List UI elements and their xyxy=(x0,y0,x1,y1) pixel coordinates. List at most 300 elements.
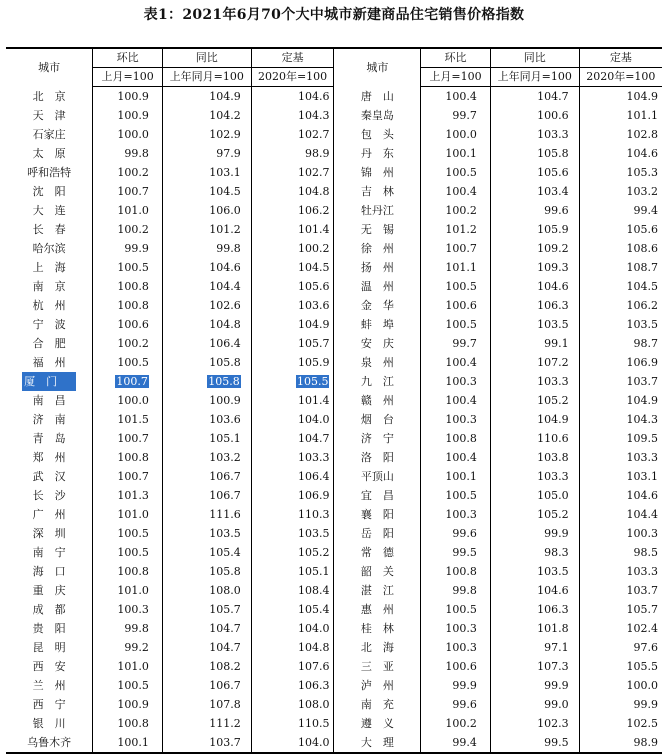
left-mom-value: 100.5 xyxy=(117,527,149,540)
right-city-value: 桂 林 xyxy=(360,622,394,635)
right-mom-value: 99.7 xyxy=(452,337,477,350)
left-mom-value: 101.0 xyxy=(117,584,149,597)
left-base-value: 108.0 xyxy=(297,698,330,711)
right-city-cell xyxy=(334,619,421,638)
left-city-cell xyxy=(6,163,93,182)
right-mom-cell xyxy=(421,657,491,676)
left-mom-cell xyxy=(93,106,163,125)
right-yoy-cell xyxy=(490,220,579,239)
left-mom-cell xyxy=(93,334,163,353)
left-mom-value: 101.0 xyxy=(117,660,149,673)
left-yoy-value: 103.2 xyxy=(209,451,241,464)
right-city-cell xyxy=(334,448,421,467)
right-yoy-value: 106.3 xyxy=(537,603,569,616)
left-mom-cell xyxy=(93,144,163,163)
right-mom-value: 101.2 xyxy=(445,223,477,236)
right-base-cell xyxy=(579,296,662,315)
left-base-cell xyxy=(251,87,334,107)
table-row xyxy=(6,144,662,163)
table-row xyxy=(6,562,662,581)
left-city-value: 合 肥 xyxy=(32,337,66,350)
right-yoy-value: 110.6 xyxy=(537,432,569,445)
left-base-cell xyxy=(251,144,334,163)
right-base-value: 103.2 xyxy=(626,185,658,198)
left-yoy-value: 111.2 xyxy=(209,717,241,730)
left-base-cell xyxy=(251,296,334,315)
right-base-cell xyxy=(579,201,662,220)
right-mom-cell xyxy=(421,315,491,334)
left-city-cell xyxy=(6,505,93,524)
right-yoy-cell xyxy=(490,144,579,163)
left-city-value: 深 圳 xyxy=(32,527,66,540)
left-mom-value: 99.8 xyxy=(124,622,149,635)
right-yoy-value: 106.3 xyxy=(537,299,569,312)
right-city-value: 三 亚 xyxy=(360,660,394,673)
right-city-value: 遵 义 xyxy=(360,717,394,730)
right-mom-value: 99.6 xyxy=(452,698,477,711)
left-city-cell xyxy=(6,619,93,638)
left-yoy-cell xyxy=(162,391,251,410)
right-yoy-value: 99.9 xyxy=(544,679,569,692)
right-mom-value: 100.5 xyxy=(445,489,477,502)
left-base-cell xyxy=(251,581,334,600)
left-yoy-value: 104.7 xyxy=(209,641,241,654)
right-yoy-cell xyxy=(490,600,579,619)
right-base-cell xyxy=(579,429,662,448)
left-yoy-value: 103.7 xyxy=(209,736,241,749)
right-yoy-cell xyxy=(490,543,579,562)
left-city-cell xyxy=(6,524,93,543)
right-base-cell xyxy=(579,144,662,163)
right-city-cell xyxy=(334,524,421,543)
right-mom-cell xyxy=(421,296,491,315)
left-city-value: 乌鲁木齐 xyxy=(27,736,72,749)
right-yoy-value: 104.6 xyxy=(537,584,569,597)
right-mom-value: 99.6 xyxy=(452,527,477,540)
left-mom-value: 100.1 xyxy=(117,736,149,749)
right-mom-cell xyxy=(421,467,491,486)
left-city-value: 济 南 xyxy=(32,413,66,426)
left-mom-value: 100.6 xyxy=(117,318,149,331)
right-yoy-value: 103.4 xyxy=(537,185,569,198)
right-yoy-cell xyxy=(490,619,579,638)
right-yoy-cell xyxy=(490,87,579,107)
right-yoy-value: 105.2 xyxy=(537,394,569,407)
right-mom-value: 100.4 xyxy=(445,356,477,369)
right-mom-value: 100.5 xyxy=(445,280,477,293)
left-yoy-value: 104.8 xyxy=(209,318,241,331)
table-row xyxy=(6,163,662,182)
header-base-sub-left: 2020年=100 xyxy=(251,68,334,87)
table-row xyxy=(6,638,662,657)
right-city-value: 济 宁 xyxy=(360,432,394,445)
header-yoy-left: 同比 xyxy=(162,48,251,68)
left-base-cell xyxy=(251,163,334,182)
left-base-value: 110.3 xyxy=(297,508,330,521)
left-mom-value: 101.3 xyxy=(117,489,149,502)
right-yoy-cell xyxy=(490,448,579,467)
left-yoy-value: 105.8 xyxy=(209,356,241,369)
right-mom-cell xyxy=(421,638,491,657)
left-mom-cell xyxy=(93,619,163,638)
right-mom-value: 101.1 xyxy=(445,261,477,274)
right-mom-value: 100.6 xyxy=(445,299,477,312)
left-mom-cell xyxy=(93,543,163,562)
right-yoy-cell xyxy=(490,505,579,524)
right-mom-cell xyxy=(421,87,491,107)
right-base-cell xyxy=(579,467,662,486)
right-mom-value: 100.3 xyxy=(445,622,477,635)
table-row xyxy=(6,182,662,201)
left-yoy-cell xyxy=(162,600,251,619)
right-base-cell xyxy=(579,733,662,753)
right-yoy-cell xyxy=(490,676,579,695)
left-mom-value: 101.0 xyxy=(117,204,149,217)
left-yoy-cell xyxy=(162,87,251,107)
table-title: 表1：2021年6月70个大中城市新建商品住宅销售价格指数 xyxy=(143,7,525,23)
left-mom-value: 100.2 xyxy=(117,166,149,179)
left-city-value: 呼和浩特 xyxy=(27,166,72,179)
right-city-cell xyxy=(334,277,421,296)
left-mom-value: 100.8 xyxy=(117,565,149,578)
right-yoy-cell xyxy=(490,733,579,753)
left-base-cell xyxy=(251,201,334,220)
left-city-value: 太 原 xyxy=(32,147,66,160)
right-mom-value: 100.0 xyxy=(445,128,477,141)
table-row xyxy=(6,448,662,467)
left-yoy-cell xyxy=(162,638,251,657)
left-yoy-value: 105.8 xyxy=(209,565,241,578)
right-base-cell xyxy=(579,163,662,182)
left-yoy-value: 108.2 xyxy=(209,660,241,673)
left-city-value: 长 春 xyxy=(32,223,66,236)
left-mom-cell xyxy=(93,258,163,277)
left-city-cell xyxy=(6,353,93,372)
right-city-cell xyxy=(334,410,421,429)
header-mom-sub-right: 上月=100 xyxy=(421,68,491,87)
left-base-cell xyxy=(251,733,334,753)
right-city-cell xyxy=(334,220,421,239)
left-yoy-cell xyxy=(162,239,251,258)
left-base-value: 101.4 xyxy=(297,394,330,407)
right-mom-value: 99.5 xyxy=(452,546,477,559)
table-row xyxy=(6,258,662,277)
right-city-cell xyxy=(334,182,421,201)
right-city-value: 蚌 埠 xyxy=(360,318,394,331)
left-base-cell xyxy=(251,600,334,619)
right-mom-value: 99.7 xyxy=(452,109,477,122)
left-mom-cell xyxy=(93,87,163,107)
right-city-cell xyxy=(334,106,421,125)
right-mom-value: 100.3 xyxy=(445,508,477,521)
left-yoy-cell xyxy=(162,448,251,467)
right-city-cell xyxy=(334,429,421,448)
right-yoy-value: 107.2 xyxy=(537,356,569,369)
left-base-value: 101.4 xyxy=(297,223,330,236)
right-yoy-value: 105.9 xyxy=(537,223,569,236)
right-base-cell xyxy=(579,334,662,353)
right-mom-value: 100.5 xyxy=(445,318,477,331)
right-yoy-cell xyxy=(490,353,579,372)
left-mom-cell xyxy=(93,676,163,695)
left-mom-value: 99.9 xyxy=(124,242,149,255)
left-yoy-value: 105.4 xyxy=(209,546,241,559)
left-city-cell xyxy=(6,448,93,467)
right-yoy-value: 105.8 xyxy=(537,147,569,160)
header-base-left: 定基 xyxy=(251,48,334,68)
left-city-value: 南 昌 xyxy=(32,394,66,407)
left-yoy-value: 103.1 xyxy=(209,166,241,179)
right-base-cell xyxy=(579,524,662,543)
left-mom-cell xyxy=(93,315,163,334)
right-city-cell xyxy=(334,657,421,676)
right-base-value: 109.5 xyxy=(626,432,658,445)
left-base-value: 104.0 xyxy=(297,622,330,635)
left-yoy-value: 103.5 xyxy=(209,527,241,540)
right-mom-cell xyxy=(421,581,491,600)
table-row xyxy=(6,695,662,714)
table-row xyxy=(6,87,662,107)
left-mom-value: 100.9 xyxy=(117,698,149,711)
left-base-value: 102.7 xyxy=(297,128,330,141)
right-mom-cell xyxy=(421,239,491,258)
left-yoy-cell xyxy=(162,372,251,391)
right-city-cell xyxy=(334,695,421,714)
right-city-value: 徐 州 xyxy=(360,242,394,255)
left-yoy-cell xyxy=(162,201,251,220)
right-city-value: 北 海 xyxy=(360,641,394,654)
right-mom-cell xyxy=(421,714,491,733)
left-mom-cell xyxy=(93,125,163,144)
left-city-cell xyxy=(6,372,93,391)
left-mom-value: 99.2 xyxy=(124,641,149,654)
right-yoy-cell xyxy=(490,125,579,144)
left-base-value: 105.6 xyxy=(297,280,330,293)
right-city-value: 大 理 xyxy=(360,736,394,749)
right-mom-value: 99.8 xyxy=(452,584,477,597)
right-yoy-cell xyxy=(490,467,579,486)
left-city-value: 福 州 xyxy=(32,356,66,369)
left-base-cell xyxy=(251,125,334,144)
right-yoy-cell xyxy=(490,182,579,201)
header-base-right: 定基 xyxy=(579,48,662,68)
right-mom-cell xyxy=(421,429,491,448)
left-city-value: 厦 门 xyxy=(22,372,76,391)
left-mom-value: 100.3 xyxy=(117,603,149,616)
left-base-value: 104.7 xyxy=(297,432,330,445)
right-yoy-value: 104.9 xyxy=(537,413,569,426)
right-base-value: 106.9 xyxy=(626,356,658,369)
left-mom-value: 100.9 xyxy=(117,90,149,103)
left-mom-cell xyxy=(93,581,163,600)
table-row xyxy=(6,467,662,486)
left-base-cell xyxy=(251,714,334,733)
right-base-cell xyxy=(579,239,662,258)
right-yoy-value: 99.9 xyxy=(544,527,569,540)
left-mom-cell xyxy=(93,562,163,581)
left-base-cell xyxy=(251,315,334,334)
right-yoy-value: 105.6 xyxy=(537,166,569,179)
right-base-cell xyxy=(579,600,662,619)
right-mom-cell xyxy=(421,486,491,505)
left-mom-cell xyxy=(93,220,163,239)
right-mom-cell xyxy=(421,201,491,220)
left-city-value: 南 京 xyxy=(32,280,66,293)
right-yoy-cell xyxy=(490,163,579,182)
right-mom-value: 100.4 xyxy=(445,394,477,407)
left-mom-cell xyxy=(93,296,163,315)
right-base-cell xyxy=(579,410,662,429)
left-yoy-cell xyxy=(162,277,251,296)
right-base-cell xyxy=(579,277,662,296)
right-yoy-value: 103.8 xyxy=(537,451,569,464)
right-city-value: 丹 东 xyxy=(360,147,394,160)
left-mom-value: 100.0 xyxy=(117,394,149,407)
right-mom-value: 100.1 xyxy=(445,470,477,483)
table-row xyxy=(6,125,662,144)
right-base-cell xyxy=(579,258,662,277)
header-yoy-right: 同比 xyxy=(490,48,579,68)
right-yoy-value: 102.3 xyxy=(537,717,569,730)
right-mom-cell xyxy=(421,600,491,619)
right-mom-cell xyxy=(421,277,491,296)
left-yoy-value: 104.2 xyxy=(209,109,241,122)
left-city-value: 沈 阳 xyxy=(32,185,66,198)
right-yoy-cell xyxy=(490,562,579,581)
table-row xyxy=(6,505,662,524)
right-base-cell xyxy=(579,638,662,657)
right-city-cell xyxy=(334,562,421,581)
right-city-value: 泸 州 xyxy=(360,679,394,692)
left-yoy-value: 106.0 xyxy=(209,204,241,217)
left-city-value: 上 海 xyxy=(32,261,66,274)
left-yoy-cell xyxy=(162,695,251,714)
right-yoy-cell xyxy=(490,524,579,543)
left-yoy-value: 102.9 xyxy=(209,128,241,141)
right-yoy-value: 109.3 xyxy=(537,261,569,274)
left-mom-cell xyxy=(93,524,163,543)
right-mom-cell xyxy=(421,125,491,144)
right-base-cell xyxy=(579,106,662,125)
left-yoy-value: 106.7 xyxy=(209,470,241,483)
table-row xyxy=(6,201,662,220)
left-city-value: 成 都 xyxy=(32,603,66,616)
left-city-cell xyxy=(6,733,93,753)
price-index-table xyxy=(6,47,662,754)
right-base-cell xyxy=(579,448,662,467)
left-yoy-cell xyxy=(162,486,251,505)
left-yoy-value: 97.9 xyxy=(216,147,241,160)
right-city-value: 平顶山 xyxy=(360,470,394,483)
right-city-value: 牡丹江 xyxy=(360,204,394,217)
table-row xyxy=(6,410,662,429)
left-yoy-value: 104.5 xyxy=(209,185,241,198)
right-mom-cell xyxy=(421,353,491,372)
left-city-cell xyxy=(6,87,93,107)
left-base-value: 105.5 xyxy=(296,375,329,388)
left-mom-value: 100.7 xyxy=(117,432,149,445)
left-city-value: 贵 阳 xyxy=(32,622,66,635)
left-base-value: 105.2 xyxy=(297,546,330,559)
header-mom-left: 环比 xyxy=(93,48,163,68)
left-base-cell xyxy=(251,277,334,296)
header-city-left: 城市 xyxy=(6,48,93,87)
right-base-value: 98.9 xyxy=(633,736,658,749)
header-mom-sub-left: 上月=100 xyxy=(93,68,163,87)
left-base-cell xyxy=(251,676,334,695)
right-mom-cell xyxy=(421,106,491,125)
right-yoy-cell xyxy=(490,429,579,448)
right-base-value: 108.7 xyxy=(626,261,658,274)
right-city-value: 惠 州 xyxy=(360,603,394,616)
right-city-cell xyxy=(334,600,421,619)
left-yoy-value: 104.7 xyxy=(209,622,241,635)
right-yoy-value: 107.3 xyxy=(537,660,569,673)
left-base-value: 106.9 xyxy=(297,489,330,502)
left-base-cell xyxy=(251,391,334,410)
left-city-cell xyxy=(6,676,93,695)
left-base-value: 104.9 xyxy=(297,318,330,331)
right-city-cell xyxy=(334,486,421,505)
right-city-value: 温 州 xyxy=(360,280,394,293)
right-city-value: 无 锡 xyxy=(360,223,394,236)
left-city-value: 宁 波 xyxy=(32,318,66,331)
right-city-value: 韶 关 xyxy=(360,565,394,578)
right-yoy-cell xyxy=(490,391,579,410)
table-row xyxy=(6,372,662,391)
right-city-value: 吉 林 xyxy=(360,185,394,198)
left-base-cell xyxy=(251,486,334,505)
left-city-value: 石家庄 xyxy=(32,128,66,141)
left-base-value: 104.0 xyxy=(297,413,330,426)
left-base-cell xyxy=(251,239,334,258)
right-city-value: 洛 阳 xyxy=(360,451,394,464)
left-mom-cell xyxy=(93,657,163,676)
left-base-value: 104.3 xyxy=(297,109,330,122)
right-city-value: 九 江 xyxy=(360,375,394,388)
left-mom-value: 99.8 xyxy=(124,147,149,160)
left-base-value: 106.4 xyxy=(297,470,330,483)
left-yoy-value: 101.2 xyxy=(209,223,241,236)
table-row xyxy=(6,676,662,695)
right-mom-cell xyxy=(421,163,491,182)
table-row xyxy=(6,619,662,638)
table-row xyxy=(6,657,662,676)
right-mom-value: 100.5 xyxy=(445,166,477,179)
left-base-value: 104.0 xyxy=(297,736,330,749)
right-base-value: 104.4 xyxy=(626,508,658,521)
left-base-value: 105.4 xyxy=(297,603,330,616)
right-mom-value: 100.8 xyxy=(445,432,477,445)
left-yoy-value: 105.7 xyxy=(209,603,241,616)
right-yoy-cell xyxy=(490,695,579,714)
right-mom-value: 100.4 xyxy=(445,185,477,198)
right-city-value: 宜 昌 xyxy=(360,489,394,502)
table-row xyxy=(6,315,662,334)
left-base-cell xyxy=(251,543,334,562)
right-city-value: 南 充 xyxy=(360,698,394,711)
header-yoy-sub-right: 上年同月=100 xyxy=(490,68,579,87)
left-city-value: 西 宁 xyxy=(32,698,66,711)
right-yoy-value: 104.6 xyxy=(537,280,569,293)
left-mom-cell xyxy=(93,372,163,391)
left-city-value: 银 川 xyxy=(32,717,66,730)
right-city-value: 襄 阳 xyxy=(360,508,394,521)
right-yoy-value: 99.1 xyxy=(544,337,569,350)
left-city-cell xyxy=(6,125,93,144)
right-base-cell xyxy=(579,714,662,733)
left-yoy-cell xyxy=(162,296,251,315)
